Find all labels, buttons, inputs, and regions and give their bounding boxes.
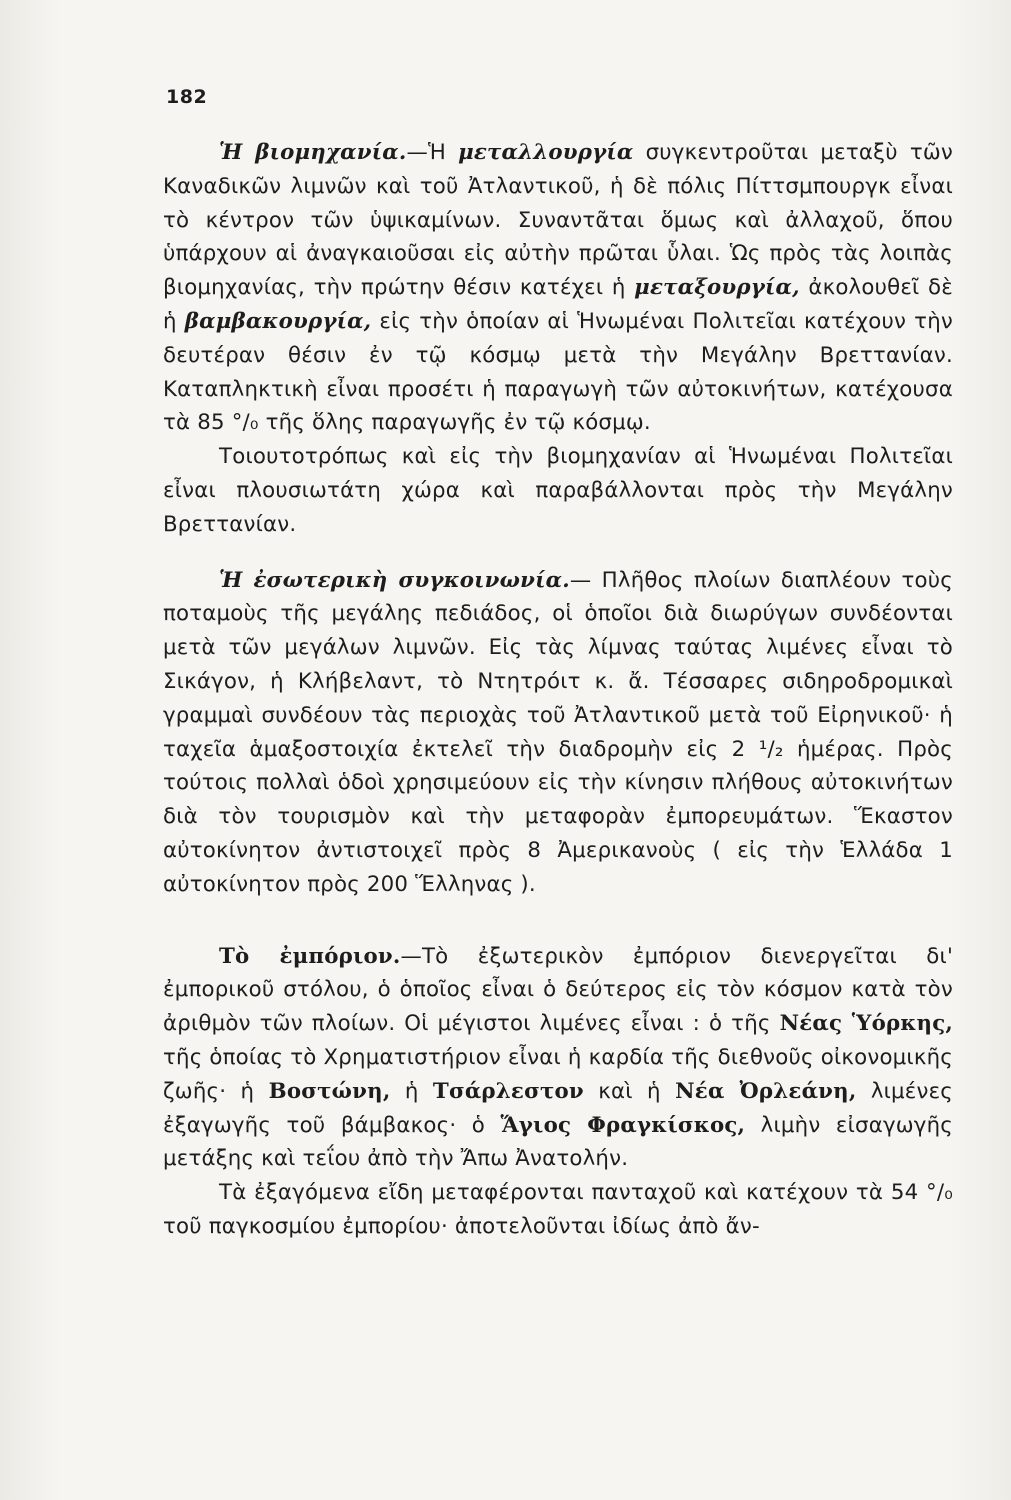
section-heading-commerce: Τὸ ἐμπόριον. xyxy=(219,943,401,969)
term-silk: μεταξουργία, xyxy=(634,275,800,301)
section-heading-industry: Ἡ βιομηχανία. xyxy=(219,140,407,165)
port-charleston: Τσάρλεστον xyxy=(432,1078,584,1104)
port-boston: Βοστώνη, xyxy=(268,1078,391,1104)
commerce-paragraph: Τὸ ἐμπόριον.—Τὸ ἐξωτερικὸν ἐμπόριον διενεργεῖται δι' ἐμπορικοῦ στόλου, ὁ ὁποῖος εἶναι ὁ δεύτερος εἰς τὸν κόσμον κατὰ τὸν ἀριθμὸν τῶν πλοίων. Οἱ μέγιστοι λιμένες εἶναι : ὁ τῆς Νέας Ὑόρκης, τῆς ὁποίας τὸ Χρηματιστήριον εἶναι ἡ καρδία τῆς διεθνοῦς οἰκονομικῆς ζωῆς· ἡ Βοστώνη, ἡ Τσάρλεστον καὶ ἡ Νέα Ὀρλεάνη, λιμένες ἐξαγωγῆς τοῦ βάμβακος· ὁ Ἅγιος Φραγκίσκος, λιμὴν εἰσαγωγῆς μετάξης καὶ τεΐου ἀπὸ τὴν Ἄπω Ἀνατολήν. xyxy=(163,943,954,1172)
page-body xyxy=(163,136,953,1244)
section-heading-transport: Ἡ ἐσωτερικὴ συγκοινωνία. xyxy=(219,567,570,593)
term-cotton: βαμβακουργία, xyxy=(184,308,372,334)
port-new-orleans: Νέα Ὀρλεάνη, xyxy=(675,1078,857,1104)
industry-conclusion-paragraph: Τοιουτοτρόπως καὶ εἰς τὴν βιομηχανίαν αἱ Ἡνωμέναι Πολιτεῖαι εἶναι πλουσιωτάτη χώρα καὶ παραβάλλονται πρὸς τὴν Μεγάλην Βρεττανίαν. xyxy=(163,444,953,537)
exports-paragraph: Τὰ ἐξαγόμενα εἴδη μεταφέρονται πανταχοῦ καὶ κατέχουν τὰ 54 °/₀ τοῦ παγκοσμίου ἐμπορίου· ἀποτελοῦνται ἰδίως ἀπὸ ἄν- xyxy=(163,1180,953,1239)
industry-paragraph: Ἡ βιομηχανία.—Ἡ μεταλλουργία συγκεντροῦται μεταξὺ τῶν Καναδικῶν λιμνῶν καὶ τοῦ Ἀτλαντικοῦ, ἡ δὲ πόλις Πίττσμπουργκ εἶναι τὸ κέντρον τῶν ὑψικαμίνων. Συναντᾶται ὅμως καὶ ἀλλαχοῦ, ὅπου ὑπάρχουν αἱ ἀναγκαιοῦσαι εἰς αὐτὴν πρῶται ὗλαι. Ὡς πρὸς τὰς λοιπὰς βιομηχανίας, τὴν πρώτην θέσιν κατέχει ἡ μεταξουργία, ἀκολουθεῖ δὲ ἡ βαμβακουργία, εἰς τὴν ὁποίαν αἱ Ἡνωμέναι Πολιτεῖαι κατέχουν τὴν δευτέραν θέσιν ἐν τῷ κόσμῳ μετὰ τὴν Μεγάλην Βρεττανίαν. Καταπληκτικὴ εἶναι προσέτι ἡ παραγωγὴ τῶν αὐτοκινήτων, κατέχουσα τὰ 85 °/₀ τῆς ὅλης παραγωγῆς ἐν τῷ κόσμῳ. xyxy=(163,140,954,436)
port-san-francisco: Ἅγιος Φραγκίσκος, xyxy=(500,1112,746,1138)
page-number: 182 xyxy=(166,86,208,108)
transport-paragraph: Ἡ ἐσωτερικὴ συγκοινωνία.— Πλῆθος πλοίων διαπλέουν τοὺς ποταμοὺς τῆς μεγάλης πεδιάδος, οἱ ὁποῖοι διὰ διωρύγων συνδέονται μετὰ τῶν μεγάλων λιμνῶν. Εἰς τὰς λίμνας ταύτας λιμένες εἶναι τὸ Σικάγον, ἡ Κλήβελαντ, τὸ Ντητρόιτ κ. ἄ. Τέσσαρες σιδηροδρομικαὶ γραμμαὶ συνδέουν τὰς περιοχὰς τοῦ Ἀτλαντικοῦ μετὰ τοῦ Εἰρηνικοῦ· ἡ ταχεῖα ἁμαξοστοιχία ἐκτελεῖ τὴν διαδρομὴν εἰς 2 ¹/₂ ἡμέρας. Πρὸς τούτοις πολλαὶ ὁδοὶ χρησιμεύουν εἰς τὴν κίνησιν πλήθους αὐτοκινήτων διὰ τὸν τουρισμὸν καὶ τὴν μεταφορὰν ἐμπορευμάτων. Ἕκαστον αὐτοκίνητον ἀντιστοιχεῖ πρὸς 8 Ἀμερικανοὺς ( εἰς τὴν Ἑλλάδα 1 αὐτοκίνητον πρὸς 200 Ἕλληνας ). xyxy=(163,567,953,897)
port-new-york: Νέας Ὑόρκης, xyxy=(779,1011,953,1037)
term-metallurgy: μεταλλουργία xyxy=(458,140,634,165)
